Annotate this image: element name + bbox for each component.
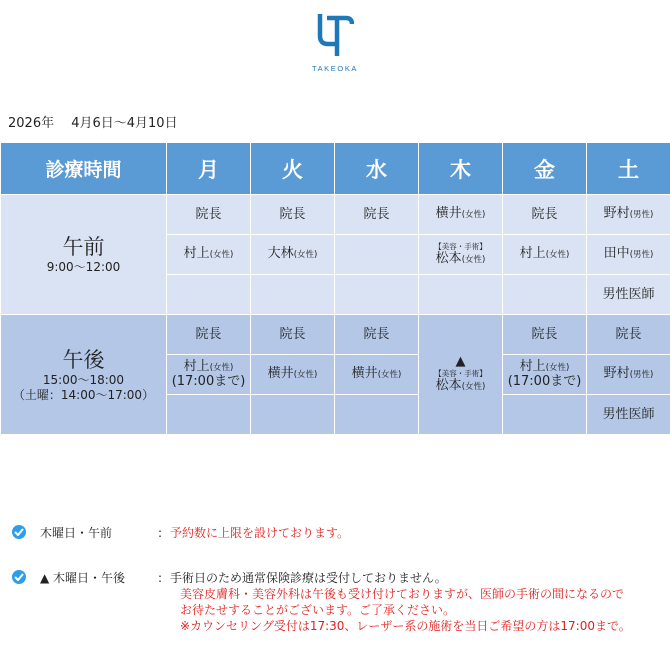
doctor-gender: (女性) bbox=[461, 210, 486, 220]
doctor-gender: (女性) bbox=[545, 250, 570, 260]
am-tue-empty-3 bbox=[251, 275, 335, 315]
pm-sat-doctor-1 bbox=[587, 315, 670, 355]
pm-thu-surgery-cell bbox=[419, 315, 503, 435]
doctor-name: 村上 bbox=[519, 359, 546, 374]
note-colon: : bbox=[158, 571, 163, 585]
am-sat-doctor-2 bbox=[587, 235, 670, 275]
note-thursday-morning bbox=[12, 525, 350, 541]
doctor-name: 村上 bbox=[183, 359, 210, 374]
pm-sat-doctor-3 bbox=[587, 395, 670, 435]
header-day-wed: 水 bbox=[335, 143, 419, 195]
doctor-gender: (女性) bbox=[293, 370, 318, 380]
doctor-gender: (女性) bbox=[461, 382, 486, 392]
am-tue-doctor-2 bbox=[251, 235, 335, 275]
am-sat-doctor-1 bbox=[587, 195, 670, 235]
doctor-gender: (男性) bbox=[629, 210, 654, 220]
checkmark-icon bbox=[12, 570, 26, 584]
note-text-warning: 美容皮膚科・美容外科は午後も受け付けておりますが、医師の手術の間になるので お待たせすることがございます。ご了承ください。 ※カウンセリング受付は17:30、レーザー系の施術を当日ご希望の方は17:00まで。 bbox=[180, 587, 631, 633]
doctor-gender: (女性) bbox=[545, 363, 570, 373]
doctor-name: 院長 bbox=[363, 326, 390, 342]
am-wed-empty-2 bbox=[335, 235, 419, 275]
am-mon-doctor-1 bbox=[167, 195, 251, 235]
until-time-note: (17:00まで) bbox=[507, 374, 582, 389]
doctor-name: 院長 bbox=[195, 326, 222, 342]
doctor-name: 院長 bbox=[195, 206, 222, 222]
doctor-name: 院長 bbox=[279, 206, 306, 222]
am-sat-doctor-3 bbox=[587, 275, 670, 315]
pm-wed-doctor-1 bbox=[335, 315, 419, 355]
header-day-mon: 月 bbox=[167, 143, 251, 195]
takeoka-logo-icon bbox=[316, 14, 354, 58]
doctor-name: 村上 bbox=[519, 246, 546, 261]
am-row-1 bbox=[1, 195, 670, 235]
doctor-name: 村上 bbox=[183, 246, 210, 261]
pm-fri-doctor-1 bbox=[503, 315, 587, 355]
am-thu-doctor-2 bbox=[419, 235, 503, 275]
beauty-surgery-tag: 【美容・手術】 bbox=[434, 369, 487, 378]
pm-sat-doctor-2 bbox=[587, 355, 670, 395]
doctor-gender: (男性) bbox=[629, 250, 654, 260]
doctor-name: 横井 bbox=[351, 366, 378, 381]
pm-mon-doctor-1 bbox=[167, 315, 251, 355]
checkmark-icon bbox=[12, 525, 26, 539]
am-period-cell bbox=[1, 195, 167, 315]
note-thursday-afternoon bbox=[12, 570, 631, 633]
am-fri-empty-3 bbox=[503, 275, 587, 315]
pm-tue-doctor-1 bbox=[251, 315, 335, 355]
pm-period-hours: 15:00～18:00 bbox=[42, 372, 125, 387]
note-text: 予約数に上限を設けております。 bbox=[170, 526, 350, 540]
triangle-marker: ▲ bbox=[455, 354, 466, 369]
header-consultation-hours: 診療時間 bbox=[1, 143, 167, 195]
pm-fri-doctor-2 bbox=[503, 355, 587, 395]
takeoka-logo bbox=[305, 14, 365, 86]
doctor-name: 横井 bbox=[435, 206, 462, 221]
brand-name: TAKEOKA bbox=[311, 64, 359, 73]
am-tue-doctor-1 bbox=[251, 195, 335, 235]
doctor-name: 大林 bbox=[267, 246, 294, 261]
am-period-hours: 9:00～12:00 bbox=[46, 260, 121, 274]
date-range: 2026年 4月6日～4月10日 bbox=[8, 116, 178, 131]
pm-period-label: 午後 bbox=[62, 347, 105, 372]
note-text-main: 手術日のため通常保険診療は受付しておりません。 bbox=[170, 571, 447, 585]
doctor-gender: (女性) bbox=[209, 363, 234, 373]
am-mon-empty-3 bbox=[167, 275, 251, 315]
pm-mon-doctor-2 bbox=[167, 355, 251, 395]
doctor-gender: (女性) bbox=[377, 370, 402, 380]
doctor-name: 横井 bbox=[267, 366, 294, 381]
doctor-gender: (男性) bbox=[629, 370, 654, 380]
doctor-name: 院長 bbox=[363, 206, 390, 222]
am-fri-doctor-2 bbox=[503, 235, 587, 275]
pm-wed-doctor-2 bbox=[335, 355, 419, 395]
note-text bbox=[170, 570, 631, 634]
pm-period-hours-saturday: （土曜：14:00～17:00） bbox=[12, 387, 155, 402]
am-wed-doctor-1 bbox=[335, 195, 419, 235]
pm-row-1 bbox=[1, 315, 670, 355]
schedule-table bbox=[0, 142, 670, 435]
doctor-gender: (女性) bbox=[293, 250, 318, 260]
doctor-name: 院長 bbox=[279, 326, 306, 342]
am-period-label: 午前 bbox=[62, 235, 105, 259]
am-fri-doctor-1 bbox=[503, 195, 587, 235]
pm-fri-empty-3 bbox=[503, 395, 587, 435]
until-time-note: (17:00まで) bbox=[171, 374, 246, 389]
doctor-name: 院長 bbox=[531, 206, 558, 222]
am-wed-empty-3 bbox=[335, 275, 419, 315]
pm-mon-empty-3 bbox=[167, 395, 251, 435]
note-label: ▲ 木曜日・午後 bbox=[40, 571, 126, 585]
doctor-name: 院長 bbox=[531, 326, 558, 342]
doctor-name: 院長 bbox=[615, 326, 642, 342]
doctor-name: 男性医師 bbox=[602, 406, 655, 422]
note-colon: : bbox=[158, 526, 163, 540]
doctor-name: 松本 bbox=[435, 251, 462, 266]
doctor-name: 野村 bbox=[603, 366, 630, 381]
header-day-sat: 土 bbox=[587, 143, 670, 195]
pm-wed-empty-3 bbox=[335, 395, 419, 435]
doctor-name: 松本 bbox=[435, 378, 462, 393]
pm-period-cell bbox=[1, 315, 167, 435]
header-day-thu: 木 bbox=[419, 143, 503, 195]
doctor-gender: (女性) bbox=[461, 255, 486, 265]
note-label: 木曜日・午前 bbox=[40, 526, 113, 540]
am-thu-doctor-1 bbox=[419, 195, 503, 235]
doctor-name: 男性医師 bbox=[602, 286, 655, 302]
doctor-gender: (女性) bbox=[209, 250, 234, 260]
header-day-fri: 金 bbox=[503, 143, 587, 195]
header-day-tue: 火 bbox=[251, 143, 335, 195]
doctor-name: 田中 bbox=[603, 246, 630, 261]
pm-tue-doctor-2 bbox=[251, 355, 335, 395]
doctor-name: 野村 bbox=[603, 206, 630, 221]
am-thu-empty-3 bbox=[419, 275, 503, 315]
schedule-header-row bbox=[1, 143, 670, 195]
beauty-surgery-tag: 【美容・手術】 bbox=[434, 242, 487, 251]
pm-tue-empty-3 bbox=[251, 395, 335, 435]
am-mon-doctor-2 bbox=[167, 235, 251, 275]
